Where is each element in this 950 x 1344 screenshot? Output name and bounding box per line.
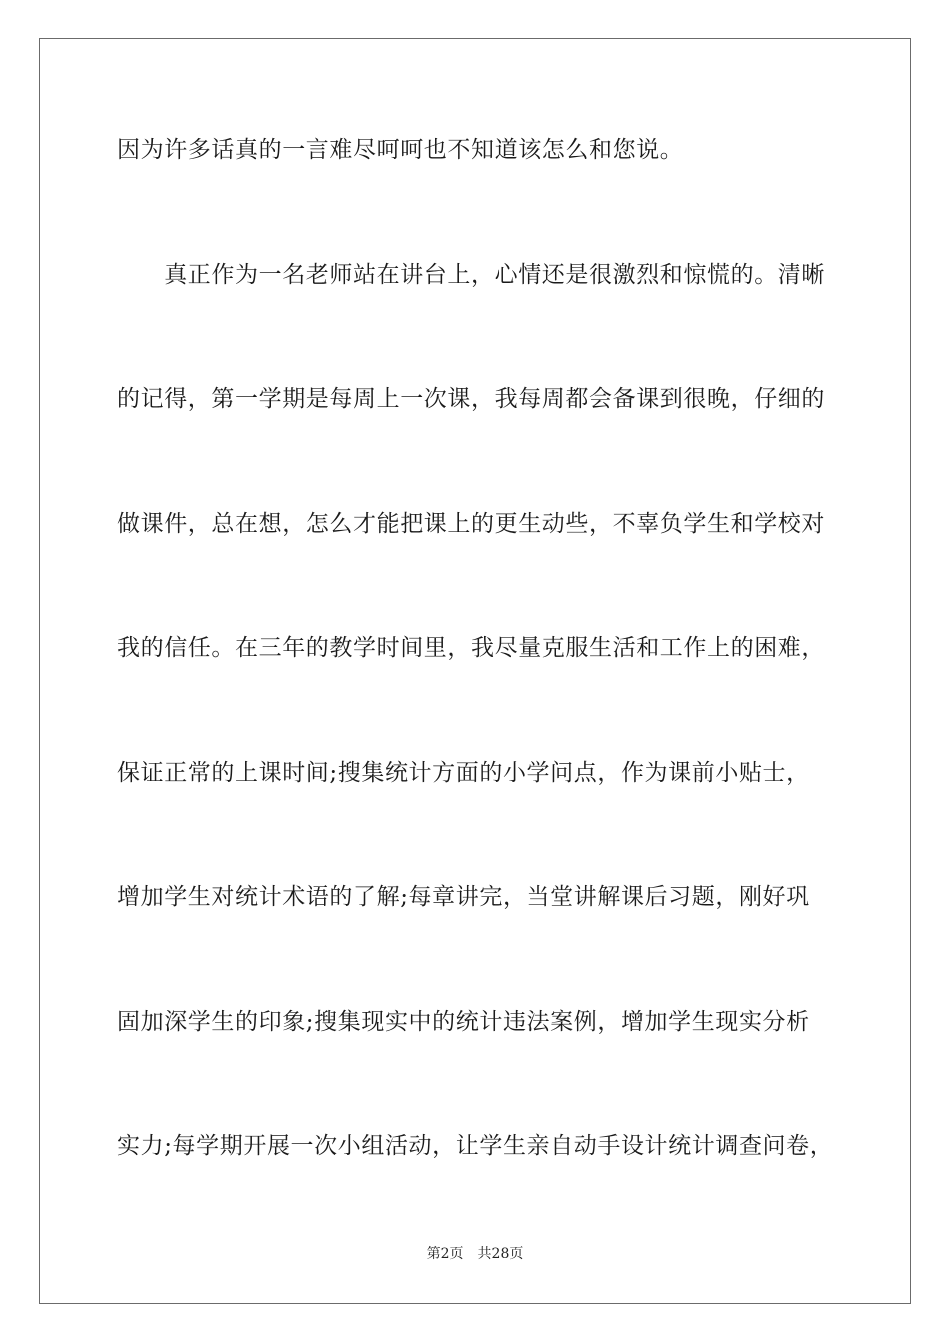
text-line-2: 真正作为一名老师站在讲台上，心情还是很激烈和惊慌的。清晰: [117, 262, 825, 288]
page-frame: [39, 38, 911, 1304]
text-line-9: 实力;每学期开展一次小组活动，让学生亲自动手设计统计调查问卷，: [117, 1133, 834, 1159]
text-line-1: 因为许多话真的一言难尽呵呵也不知道该怎么和您说。: [117, 137, 684, 163]
text-line-6: 保证正常的上课时间;搜集统计方面的小学问点，作为课前小贴士，: [117, 760, 810, 786]
page-total: 共28页: [477, 1246, 524, 1262]
page-footer: [0, 1244, 950, 1264]
text-line-7: 增加学生对统计术语的了解;每章讲完，当堂讲解课后习题，刚好巩: [117, 884, 810, 910]
text-line-8: 固加深学生的印象;搜集现实中的统计违法案例，增加学生现实分析: [117, 1009, 810, 1035]
text-line-4: 做课件，总在想，怎么才能把课上的更生动些，不辜负学生和学校对: [117, 511, 825, 537]
text-line-3: 的记得，第一学期是每周上一次课，我每周都会备课到很晚，仔细的: [117, 386, 825, 412]
text-line-5: 我的信任。在三年的教学时间里，我尽量克服生活和工作上的困难，: [117, 635, 825, 661]
page-number: 第2页: [426, 1246, 464, 1262]
